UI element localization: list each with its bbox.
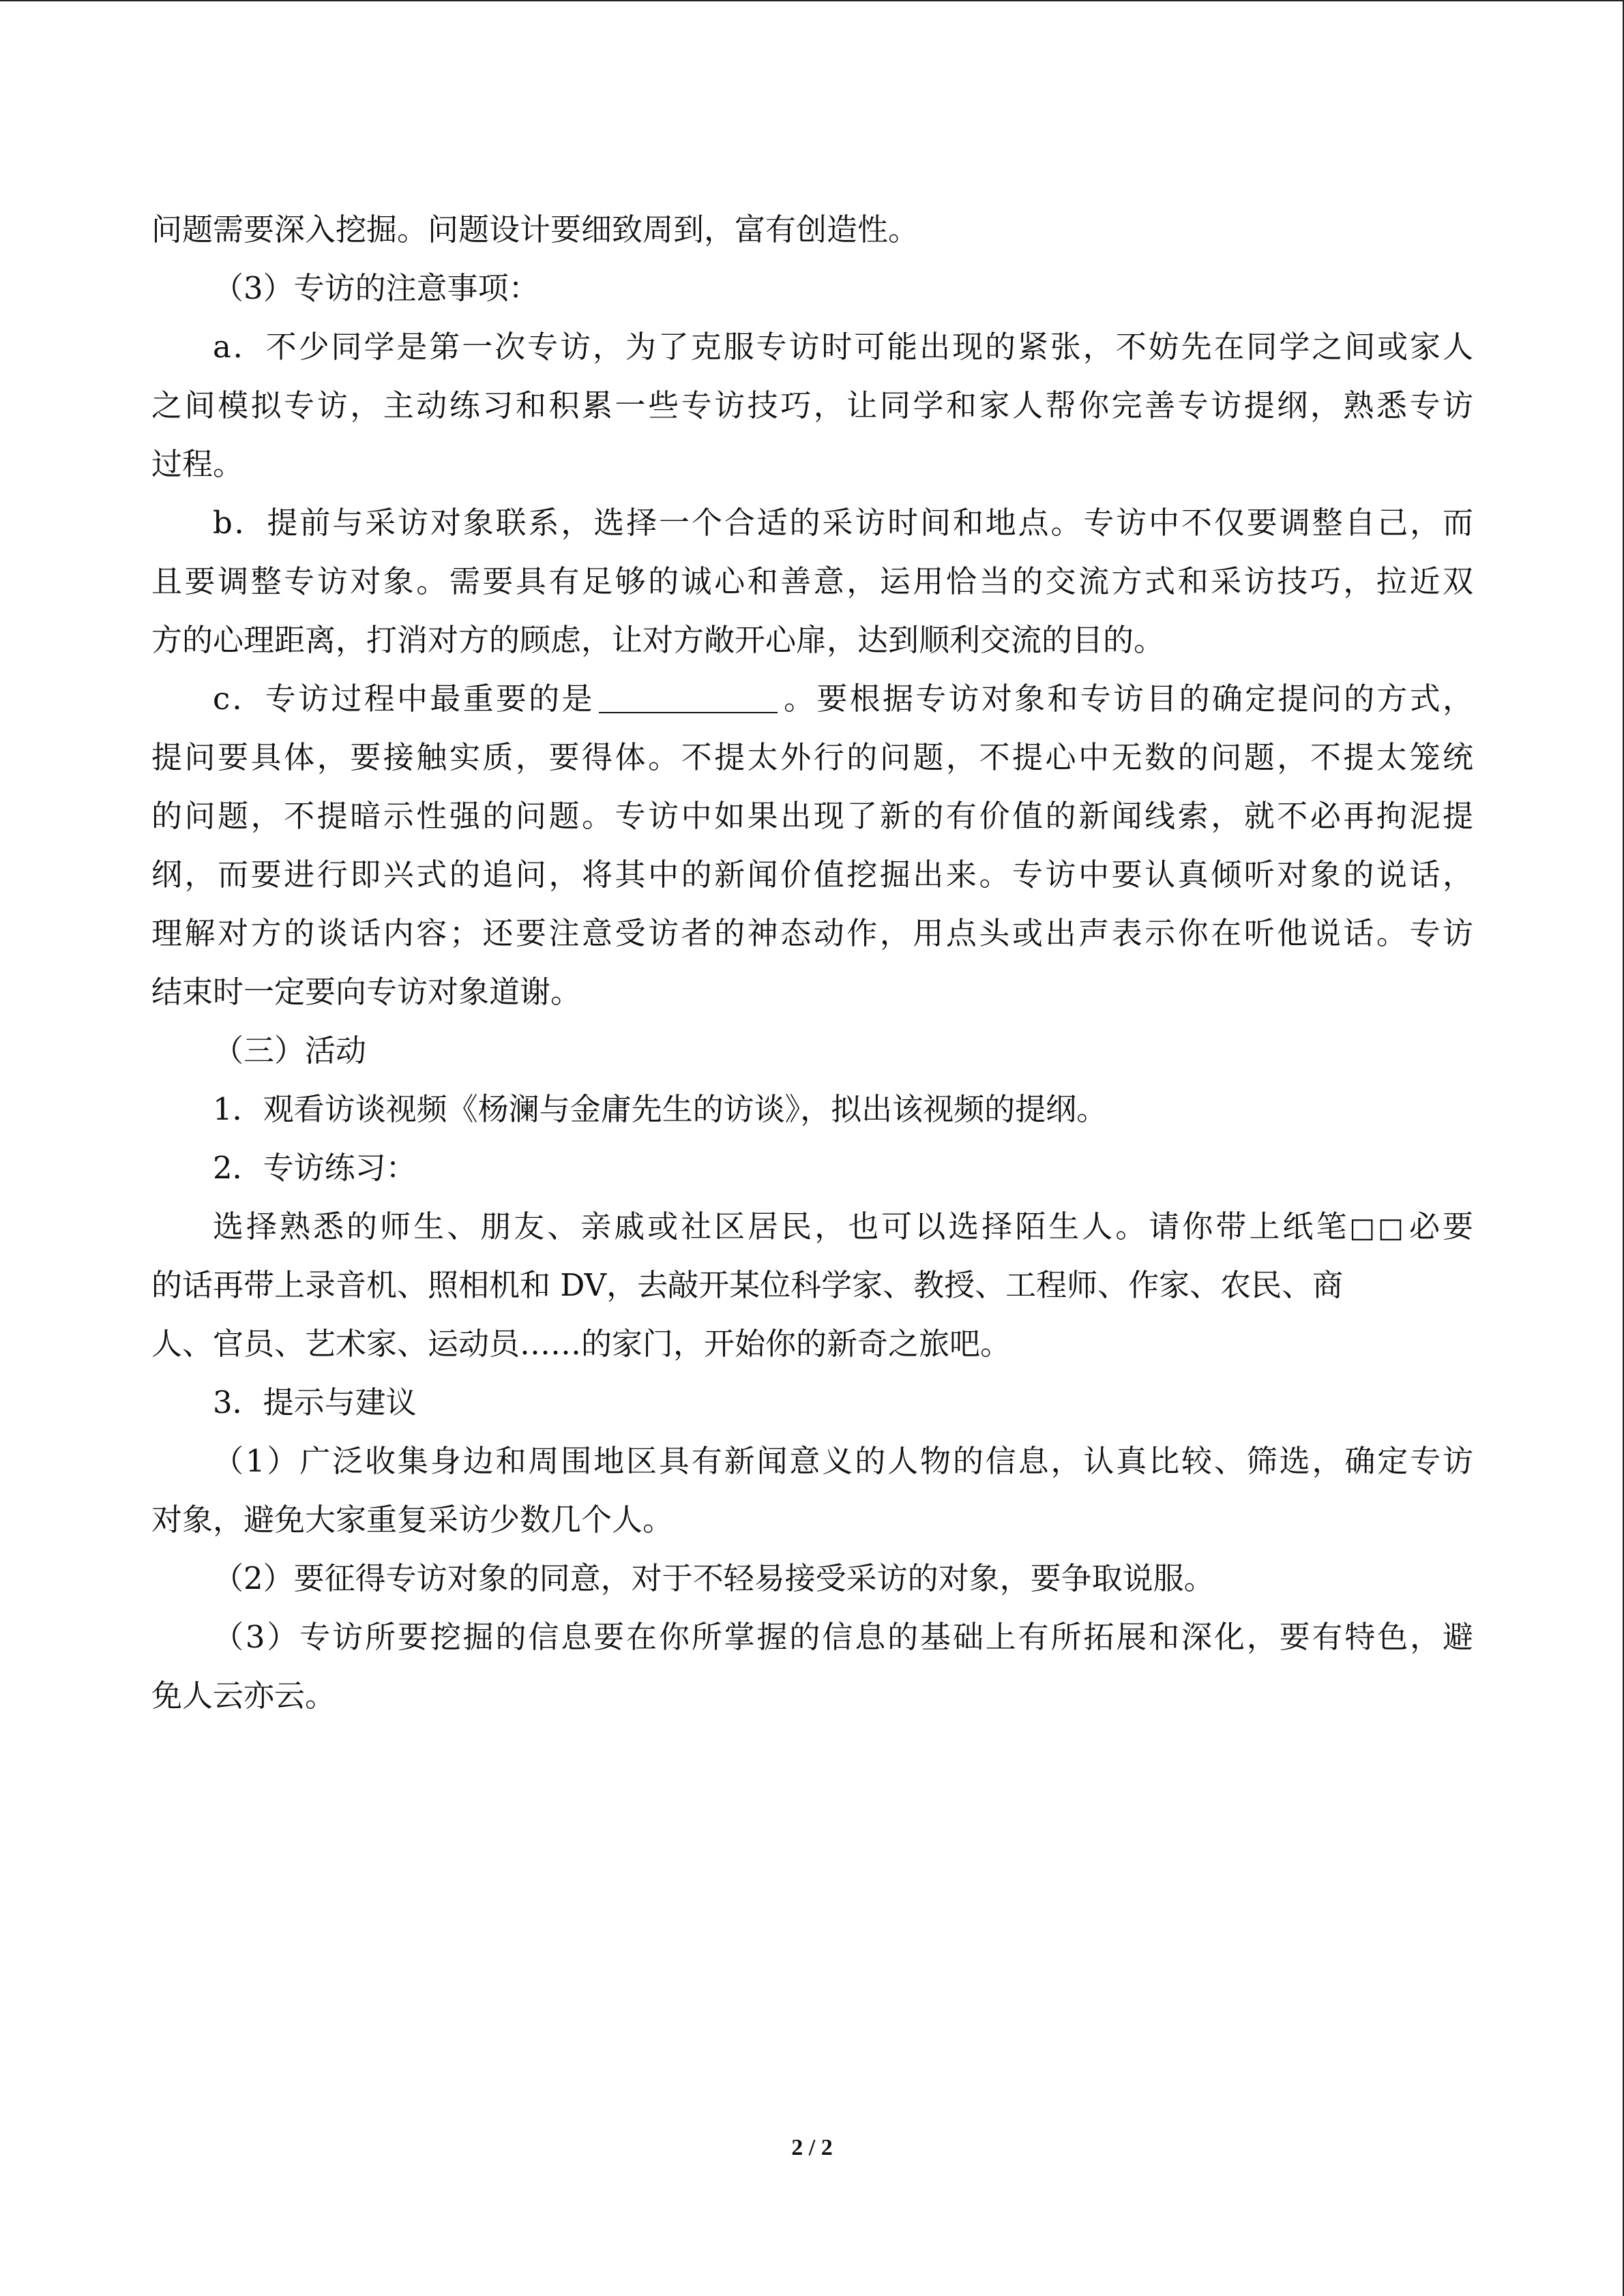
text-line: （3）专访的注意事项： xyxy=(213,270,540,306)
text-segment: 选择熟悉的师生、朋友、亲戚或社区居民，也可以选择陌生人。请你带上纸笔 xyxy=(213,1208,1350,1244)
fill-in-blank[interactable] xyxy=(599,679,778,713)
text-line: （2）要征得专访对象的同意，对于不轻易接受采访的对象，要争取说服。 xyxy=(213,1560,1215,1596)
page-number: 2 / 2 xyxy=(791,2135,833,2160)
text-line: 理解对方的谈话内容；还要注意受访者的神态动作，用点头或出声表示你在听他说话。专访 xyxy=(151,915,1473,951)
text-line: 免人云亦云。 xyxy=(151,1678,336,1714)
text-line-with-boxes xyxy=(213,1203,1473,1251)
text-line-with-blank xyxy=(213,675,1473,723)
text-line: 提问要具体，要接触实质，要得体。不提太外行的问题，不提心中无数的问题，不提太笼统 xyxy=(151,739,1473,775)
text-line: （3）专访所要挖掘的信息要在你所掌握的信息的基础上有所拓展和深化，要有特色，避 xyxy=(213,1619,1473,1655)
text-line: 3．提示与建议 xyxy=(213,1384,417,1420)
text-line: 的问题，不提暗示性强的问题。专访中如果出现了新的有价值的新闻线索，就不必再拘泥提 xyxy=(151,798,1473,834)
text-line: 方的心理距离，打消对方的顾虑，让对方敞开心扉，达到顺利交流的目的。 xyxy=(151,622,1165,658)
text-line: 的话再带上录音机、照相机和 DV，去敲开某位科学家、教授、工程师、作家、农民、商 xyxy=(151,1267,1344,1303)
text-line: 人、官员、艺术家、运动员……的家门，开始你的新奇之旅吧。 xyxy=(151,1326,1012,1362)
text-line: 1．观看访谈视频《杨澜与金庸先生的访谈》，拟出该视频的提纲。 xyxy=(213,1091,1108,1127)
text-line: 之间模拟专访，主动练习和积累一些专访技巧，让同学和家人帮你完善专访提纲，熟悉专访 xyxy=(151,387,1473,423)
text-line: 2．专访练习： xyxy=(213,1150,417,1186)
text-line: 过程。 xyxy=(151,446,244,482)
text-segment: c．专访过程中最重要的是 xyxy=(213,681,595,717)
section-heading: （三）活动 xyxy=(213,1032,367,1069)
text-line: 且要调整专访对象。需要具有足够的诚心和善意，运用恰当的交流方式和采访技巧，拉近双 xyxy=(151,563,1473,599)
text-segment: 必要 xyxy=(1406,1208,1473,1244)
text-line: 结束时一定要向专访对象道谢。 xyxy=(151,974,582,1010)
text-line: 纲，而要进行即兴式的追问，将其中的新闻价值挖掘出来。专访中要认真倾听对象的说话， xyxy=(151,856,1473,893)
placeholder-boxes: □□ xyxy=(1349,1212,1406,1244)
text-line: b．提前与采访对象联系，选择一个合适的采访时间和地点。专访中不仅要调整自己，而 xyxy=(213,505,1473,541)
text-line: （1）广泛收集身边和周围地区具有新闻意义的人物的信息，认真比较、筛选，确定专访 xyxy=(213,1443,1473,1479)
text-line: 对象，避免大家重复采访少数几个人。 xyxy=(151,1502,674,1538)
text-line: a．不少同学是第一次专访，为了克服专访时可能出现的紧张，不妨先在同学之间或家人 xyxy=(213,329,1473,365)
text-segment: 。要根据专访对象和专访目的确定提问的方式， xyxy=(781,681,1473,717)
text-line: 问题需要深入挖掘。问题设计要细致周到，富有创造性。 xyxy=(151,211,919,248)
